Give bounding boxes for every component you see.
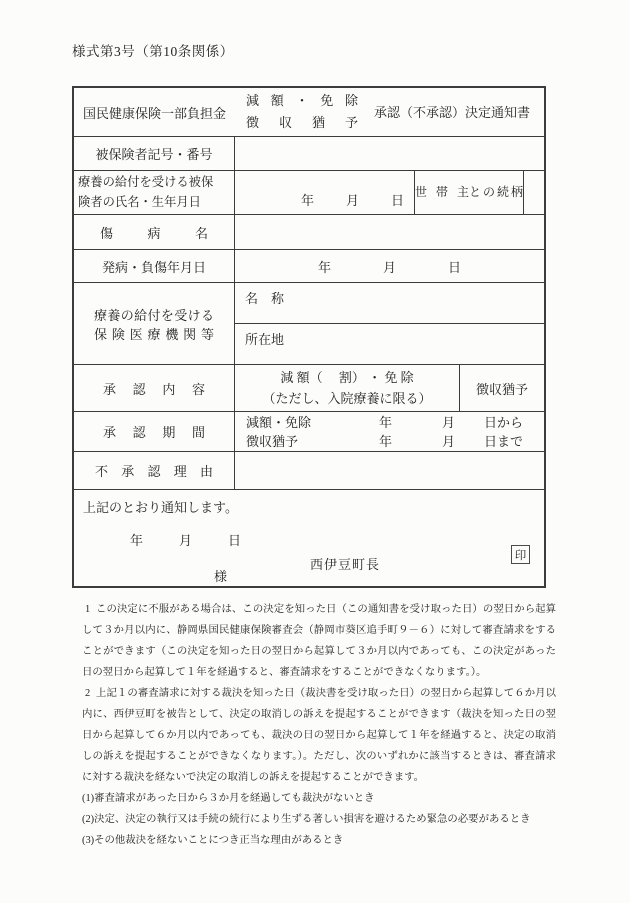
day-label: 日 (228, 533, 242, 548)
month-label: 月 (442, 433, 456, 449)
disease-name-row (74, 214, 544, 249)
mayor-signature: 西伊豆町長 (310, 557, 381, 572)
disapproval-reason-label-cell (74, 452, 235, 489)
approval-content-label: 承認内容 (103, 381, 205, 397)
approval-period-values (235, 412, 544, 451)
footnote-2-text: 上記１の審査請求に対する裁決を知った日（裁決書を受け取った日）の翌日から起算して６か月以内に、西伊豆町を被告として、決定の取消しの訴えを提起することができます（裁決を知った日の翌日から起算して６か月以内であっても、裁決の日の翌日から起算して１年を経過すると、決定の取消しの訴えを提起することができなくなります。）。ただし、次のいずれかに該当するときは、審査請求に対する裁決を経ないで決定の取消しの訴えを提起することができます。 (82, 688, 556, 783)
disease-name-label-cell (74, 215, 235, 249)
medical-institution-fields (235, 283, 544, 364)
householder-relation-label (414, 171, 523, 214)
insured-number-label: 被保険者記号・番号 (74, 137, 235, 170)
footnote-2-number: 2 (85, 688, 91, 699)
addressee-suffix: 様 (214, 569, 228, 584)
day-to-label: 日まで (484, 433, 524, 449)
approval-content-row (74, 364, 544, 411)
institution-name-cell (235, 283, 544, 324)
householder-relation-value-cell (523, 171, 583, 214)
disapproval-reason-label: 不承認理由 (95, 464, 213, 479)
relation-label-line1: 世帯主 (415, 185, 469, 200)
approval-content-line2: （ただし、入院療養に限る） (262, 391, 432, 406)
recipient-label-line2: 険者の氏名・生年月日 (78, 194, 201, 209)
title-type-reduction: 減額・免除 (246, 93, 358, 108)
notification-date (130, 530, 241, 549)
footnote-subitem-1: (1)審査請求があった日から３か月を経過しても裁決がないとき (82, 793, 375, 804)
title-types (246, 90, 358, 134)
disease-name-label: 傷病名 (100, 225, 208, 241)
day-from-label: 日から (484, 414, 524, 430)
disapproval-reason-row (74, 451, 544, 489)
approval-period-label: 承認期間 (103, 425, 205, 440)
year-label: 年 (300, 193, 314, 208)
onset-date-row (74, 249, 544, 282)
footnote-1-text: この決定に不服がある場合は、この決定を知った日（この通知書を受け取った日）の翌日から起算して３か月以内に、静岡県国民健康保険審査会（静岡市葵区追手町９－６）に対して審査請求をすることができます（この決定を知った日の翌日から起算して３か月以内であっても、この決定があった日の翌日から起算して１年を経過すると、審査請求をすることができなくなります。）。 (82, 604, 556, 678)
insured-number-value-cell (235, 137, 544, 170)
approval-content-line1: 減 額（ 割） ・ 免 除 (280, 370, 414, 385)
relation-label-line2: との続柄 (469, 185, 523, 200)
month-label: 月 (179, 533, 193, 548)
year-label: 年 (379, 433, 393, 449)
recipient-label (74, 171, 235, 214)
year-label: 年 (317, 259, 331, 275)
disapproval-reason-value-cell (235, 452, 544, 489)
form-number: 様式第3号（第10条関係） (72, 44, 234, 59)
period-reduction-label: 減額・免除 (246, 414, 312, 430)
period-line-reduction (246, 413, 544, 432)
title-document-name: 承認（不承認）決定通知書 (374, 104, 531, 120)
title-row (74, 88, 544, 136)
recipient-row (74, 170, 544, 214)
title-subject: 国民健康保険一部負担金 (83, 105, 227, 121)
day-label: 日 (448, 259, 462, 275)
medical-institution-row (74, 282, 544, 364)
recipient-birthdate-cell (235, 171, 414, 214)
recipient-label-line1: 療養の給付を受ける被保 (78, 174, 214, 189)
month-label: 月 (442, 414, 456, 430)
institution-address-cell (235, 324, 544, 364)
footnote-1-number: 1 (85, 604, 91, 615)
seal-stamp: 印 (511, 545, 530, 564)
month-label: 月 (382, 259, 396, 275)
footnotes (82, 599, 556, 851)
notification-section (74, 489, 544, 586)
approval-content-options (235, 365, 459, 411)
month-label: 月 (345, 193, 359, 208)
institution-address-label: 所在地 (245, 332, 285, 347)
institution-label-line1: 療養の給付を受ける (94, 307, 214, 323)
disease-name-value-cell (235, 215, 544, 249)
approval-period-label-cell (74, 412, 235, 451)
approval-period-row (74, 411, 544, 451)
onset-date-label: 発病・負傷年月日 (74, 250, 235, 282)
insured-number-row (74, 136, 544, 170)
approval-content-label-cell (74, 365, 235, 411)
year-label: 年 (379, 414, 393, 430)
approval-content-deferment: 徴収猶予 (459, 365, 544, 411)
footnote-1 (82, 599, 556, 683)
period-deferment-label: 徴収猶予 (246, 433, 299, 449)
title-type-deferment: 徴収猶予 (246, 115, 358, 130)
footnote-2 (82, 683, 556, 788)
onset-date-value-cell (235, 250, 544, 282)
decision-notice-table (72, 86, 546, 588)
notification-message: 上記のとおり通知します。 (83, 500, 238, 515)
footnote-subitem-3: (3)その他裁決を経ないことにつき正当な理由があるとき (82, 835, 344, 846)
institution-label-line2: 保険医療機関等 (94, 326, 214, 342)
institution-name-label: 名 称 (245, 291, 285, 306)
footnote-subitem-2: (2)決定、決定の執行又は手続の続行により生ずる著しい損害を避けるため緊急の必要があるとき (82, 814, 531, 825)
medical-institution-label (74, 283, 235, 364)
period-line-deferment (246, 432, 544, 451)
day-label: 日 (390, 193, 404, 208)
year-label: 年 (130, 533, 144, 548)
